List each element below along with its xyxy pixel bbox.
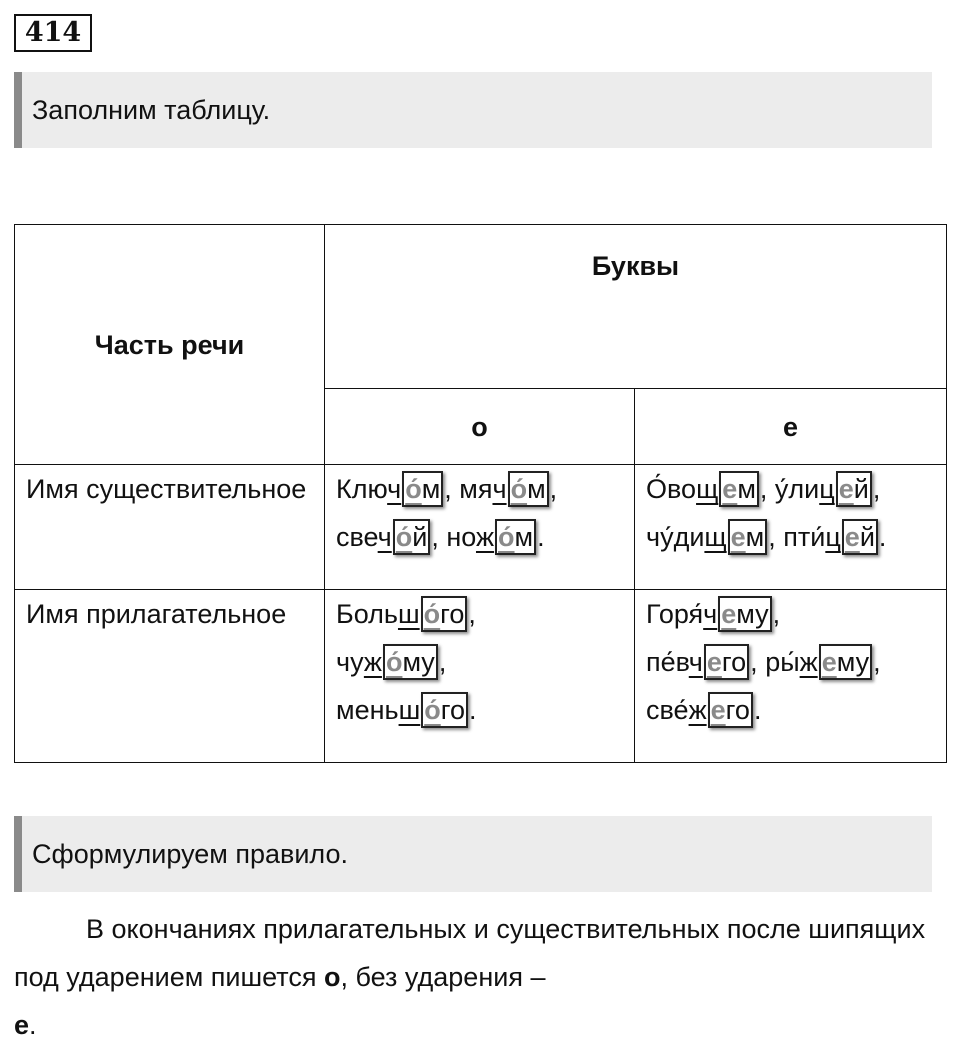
separator: , (750, 647, 766, 677)
word-stem: све (336, 522, 378, 552)
word-ending (708, 692, 753, 728)
sibilant-letter: ш (398, 695, 421, 725)
word (783, 522, 886, 552)
word-ending (842, 519, 878, 555)
word-stem: Клю (336, 474, 388, 504)
rule-text-middle: , без ударения – (340, 962, 546, 992)
e-words-cell (635, 465, 947, 590)
ending-rest: го (725, 695, 750, 725)
separator: . (537, 522, 545, 552)
word-stem: пти́ (783, 522, 826, 552)
word-stem: чу́ди (646, 522, 705, 552)
ending-rest: м (745, 522, 765, 552)
word-stem: мя (459, 474, 493, 504)
ending-rest: й (412, 522, 428, 552)
header-part-of-speech: Часть речи (15, 225, 325, 465)
rule-paragraph (14, 905, 934, 1049)
separator: , (549, 474, 558, 504)
separator: . (753, 695, 762, 725)
word-ending (819, 644, 872, 680)
word-ending (508, 471, 549, 507)
vowel-letter: е (721, 599, 737, 629)
vowel-letter: о́ (498, 522, 515, 552)
word-stem: О́во (646, 474, 697, 504)
separator: , (438, 647, 447, 677)
word (336, 647, 446, 677)
word-stem: но (446, 522, 476, 552)
ending-rest: й (859, 522, 875, 552)
sibilant-letter: ж (799, 647, 818, 677)
word-stem: све́ (646, 695, 689, 725)
vowel-letter: е (730, 522, 746, 552)
sibilant-letter: ч (377, 522, 392, 552)
vowel-letter: е (838, 474, 854, 504)
word (646, 474, 775, 504)
header-letter-o: о (325, 389, 635, 465)
sibilant-letter: ж (363, 647, 382, 677)
separator: , (872, 474, 881, 504)
word-stem: чу (336, 647, 364, 677)
header-letters: Буквы (325, 225, 947, 389)
separator: , (873, 647, 881, 677)
word-ending (728, 519, 768, 555)
vowel-letter: о́ (510, 474, 528, 504)
word-ending (718, 596, 771, 632)
rule-letter-o: о (323, 962, 341, 992)
ending-rest: м (421, 474, 441, 504)
word (646, 695, 761, 725)
ending-rest: м (514, 522, 534, 552)
ending-rest: м (737, 474, 756, 504)
vowel-letter: о́ (385, 647, 403, 677)
sibilant-letter: ч (703, 599, 718, 629)
word-ending (393, 519, 431, 555)
separator: . (469, 695, 477, 725)
word (459, 474, 557, 504)
word (336, 474, 459, 504)
word (336, 695, 477, 725)
separator: , (772, 599, 781, 629)
sibilant-letter: ц (819, 474, 835, 504)
ending-rest: м (527, 474, 546, 504)
ending-rest: го (721, 647, 747, 677)
header-letter-e: е (635, 389, 947, 465)
vowel-letter: е (706, 647, 722, 677)
task-number: 414 (14, 14, 92, 52)
sibilant-letter: ч (688, 647, 703, 677)
word-stem: Горя́ (646, 599, 704, 629)
sibilant-letter: ц (825, 522, 841, 552)
sibilant-letter: щ (704, 522, 727, 552)
word-ending (402, 471, 443, 507)
vowel-letter: е (722, 474, 738, 504)
word-stem: ры́ (765, 647, 800, 677)
word-ending (719, 471, 759, 507)
part-of-speech-cell: Имя прилагательное (15, 590, 325, 763)
rule-banner-text: Сформулируем правило. (32, 839, 348, 869)
ending-rest: му (836, 647, 870, 677)
word (765, 647, 880, 677)
sibilant-letter: ч (387, 474, 402, 504)
ending-rest: го (440, 599, 465, 629)
rule-text-before: В окончаниях прилагательных и существительных после шипящих под ударением пишется (14, 914, 926, 992)
ending-rest: го (440, 695, 466, 725)
word-ending (421, 692, 468, 728)
word-stem: Боль (336, 599, 398, 629)
separator: , (768, 522, 784, 552)
word-stem: мень (336, 695, 399, 725)
separator: , (444, 474, 460, 504)
vowel-letter: о́ (395, 522, 413, 552)
table-row-noun (15, 465, 947, 590)
word (336, 522, 446, 552)
word-ending (495, 519, 536, 555)
rule-letter-e: е (14, 1010, 30, 1040)
word-ending (383, 644, 438, 680)
word (336, 599, 476, 629)
ending-rest: му (402, 647, 435, 677)
separator: . (878, 522, 887, 552)
vowel-letter: е (710, 695, 726, 725)
sibilant-letter: ж (688, 695, 707, 725)
word (646, 647, 765, 677)
sibilant-letter: щ (696, 474, 719, 504)
separator: , (431, 522, 447, 552)
o-words-cell (325, 465, 635, 590)
instruction-banner (14, 72, 932, 148)
vowel-letter: о́ (423, 599, 441, 629)
word-stem: у́ли (774, 474, 820, 504)
word (646, 599, 780, 629)
word-stem: пе́в (646, 647, 689, 677)
word-ending (704, 644, 749, 680)
word-ending (836, 471, 872, 507)
vowel-letter: о́ (424, 695, 441, 725)
sibilant-letter: ж (475, 522, 495, 552)
ending-rest: му (736, 599, 769, 629)
separator: , (468, 599, 476, 629)
ending-rest: й (853, 474, 869, 504)
word (446, 522, 544, 552)
o-words-cell (325, 590, 635, 763)
sibilant-letter: ч (492, 474, 507, 504)
letters-table (14, 224, 947, 763)
rule-text-end: . (29, 1010, 37, 1040)
vowel-letter: о́ (405, 474, 422, 504)
vowel-letter: е (844, 522, 860, 552)
rule-banner (14, 816, 932, 892)
sibilant-letter: ш (397, 599, 420, 629)
table-row-adjective (15, 590, 947, 763)
instruction-text: Заполним таблицу. (32, 95, 271, 125)
word-ending (421, 596, 468, 632)
separator: , (759, 474, 775, 504)
part-of-speech-cell: Имя существительное (15, 465, 325, 590)
word (775, 474, 880, 504)
word (646, 522, 783, 552)
vowel-letter: е (821, 647, 837, 677)
e-words-cell (635, 590, 947, 763)
